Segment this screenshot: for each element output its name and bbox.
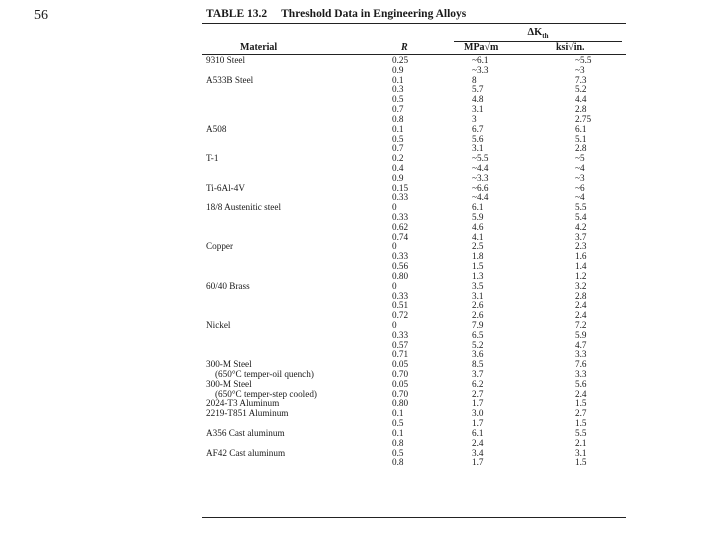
table-number: TABLE 13.2 <box>206 8 268 20</box>
mpa-cell: 3.5 <box>472 280 484 291</box>
material-cell: 300-M Steel <box>206 378 252 389</box>
material-cell: T-1 <box>206 153 219 164</box>
ksi-cell: 4.7 <box>575 339 587 350</box>
ksi-cell: 5.2 <box>575 84 587 95</box>
ksi-cell: 4.2 <box>575 221 587 232</box>
table-row <box>202 66 626 76</box>
table-row <box>202 85 626 95</box>
ksi-cell: ~4 <box>575 192 585 203</box>
bottom-rule <box>202 517 626 518</box>
table-row <box>202 272 626 282</box>
material-cell: A508 <box>206 123 227 134</box>
material-cell: A533B Steel <box>206 74 254 85</box>
mpa-cell: 8.5 <box>472 359 484 370</box>
mpa-cell: 6.7 <box>472 123 484 134</box>
ksi-cell: 3.3 <box>575 369 587 379</box>
r-cell: 0.57 <box>392 339 409 350</box>
mpa-cell: ~3.3 <box>472 172 489 183</box>
ksi-cell: 1.5 <box>575 457 587 468</box>
table-row <box>202 76 626 86</box>
ksi-cell: 2.4 <box>575 300 587 311</box>
table-row <box>202 301 626 311</box>
r-cell: 0.8 <box>392 457 404 468</box>
table-row <box>202 242 626 252</box>
r-cell: 0.33 <box>392 192 409 203</box>
mpa-cell: 3 <box>472 113 477 124</box>
ksi-cell: 1.5 <box>575 398 587 409</box>
mpa-cell: ~3.3 <box>472 64 489 75</box>
ksi-cell: ~5 <box>575 153 585 164</box>
material-cell: Nickel <box>206 319 231 330</box>
mpa-cell: 3.6 <box>472 349 484 360</box>
ksi-cell: 7.6 <box>575 359 587 370</box>
r-cell: 0 <box>392 241 397 252</box>
table-row <box>202 184 626 194</box>
ksi-cell: 2.4 <box>575 310 587 321</box>
ksi-cell: 1.2 <box>575 270 587 281</box>
material-cell: (650°C temper-step cooled) <box>215 388 317 399</box>
material-cell: 60/40 Brass <box>206 280 250 291</box>
r-cell: 0.1 <box>392 427 404 438</box>
r-cell: 0.70 <box>392 388 409 399</box>
mpa-cell: 7.9 <box>472 319 484 330</box>
mpa-cell: ~5.5 <box>472 153 489 164</box>
table-title: Threshold Data in Engineering Alloys <box>281 8 467 20</box>
table-row <box>202 311 626 321</box>
material-column-header: Material <box>240 42 278 53</box>
mpa-cell: ~4.4 <box>472 192 489 203</box>
r-cell: 0.33 <box>392 329 409 340</box>
ksi-cell: 4.4 <box>575 94 587 105</box>
table-row <box>202 95 626 105</box>
ksi-cell: 2.7 <box>575 408 587 419</box>
mpa-cell: 4.1 <box>472 231 484 242</box>
material-cell: 2219-T851 Aluminum <box>206 408 289 419</box>
r-cell: 0.33 <box>392 290 409 301</box>
r-cell: 0.05 <box>392 359 409 370</box>
table-row <box>202 223 626 233</box>
mpa-cell: 1.7 <box>472 457 484 468</box>
r-cell: 0.5 <box>392 94 404 105</box>
mpa-cell: 1.5 <box>472 261 484 272</box>
mpa-cell: 1.7 <box>472 398 484 409</box>
r-cell: 0 <box>392 319 397 330</box>
ksi-cell: 5.5 <box>575 427 587 438</box>
mpa-cell: 1.3 <box>472 270 484 281</box>
material-cell: Copper <box>206 241 234 252</box>
header-rule <box>202 54 626 55</box>
r-cell: 0.7 <box>392 104 404 115</box>
r-cell: 0.1 <box>392 74 404 85</box>
ksi-cell: 5.9 <box>575 329 587 340</box>
mpa-cell: 1.8 <box>472 251 484 262</box>
mpa-cell: 4.8 <box>472 94 484 105</box>
mpa-cell: 2.5 <box>472 241 484 252</box>
mpa-cell: 5.2 <box>472 339 484 350</box>
r-cell: 0.74 <box>392 231 409 242</box>
table-row <box>202 105 626 115</box>
r-cell: 0.8 <box>392 113 404 124</box>
page-number: 56 <box>34 8 48 23</box>
table-row <box>202 262 626 272</box>
mpa-cell: 8 <box>472 74 477 85</box>
mpa-cell: 2.6 <box>472 310 484 321</box>
table-row <box>202 282 626 292</box>
table-body <box>202 56 626 468</box>
mpa-cell: 2.6 <box>472 300 484 311</box>
r-cell: 0.9 <box>392 64 404 75</box>
mpa-cell: 3.1 <box>472 104 484 115</box>
ksi-cell: ~3 <box>575 64 585 75</box>
table-row <box>202 370 626 380</box>
material-cell: Ti-6Al-4V <box>206 182 245 193</box>
r-cell: 0.5 <box>392 133 404 144</box>
ksi-cell: ~3 <box>575 172 585 183</box>
table-row <box>202 203 626 213</box>
r-cell: 0.62 <box>392 221 409 232</box>
ksi-cell: ~5.5 <box>575 55 592 65</box>
ksi-cell: ~4 <box>575 162 585 173</box>
mpa-cell: 5.6 <box>472 133 484 144</box>
table-caption <box>206 8 466 20</box>
r-cell: 0.25 <box>392 55 409 65</box>
r-cell: 0.4 <box>392 162 404 173</box>
mpa-cell: 3.4 <box>472 447 484 458</box>
ksi-cell: 2.4 <box>575 388 587 399</box>
table-row <box>202 174 626 184</box>
mpa-cell: 6.5 <box>472 329 484 340</box>
r-cell: 0.1 <box>392 408 404 419</box>
ksi-cell: 7.3 <box>575 74 587 85</box>
mpa-cell: 6.1 <box>472 202 484 213</box>
r-cell: 0.9 <box>392 172 404 183</box>
ksi-cell: 5.6 <box>575 378 587 389</box>
table-row <box>202 252 626 262</box>
table-row <box>202 233 626 243</box>
table-row <box>202 341 626 351</box>
r-cell: 0.05 <box>392 378 409 389</box>
table-row <box>202 213 626 223</box>
ksi-cell: ~6 <box>575 182 585 193</box>
r-cell: 0.80 <box>392 398 409 409</box>
r-cell: 0.5 <box>392 418 404 429</box>
mpa-cell: 5.7 <box>472 84 484 95</box>
r-cell: 0.15 <box>392 182 409 193</box>
material-cell: AF42 Cast aluminum <box>206 447 286 458</box>
mpa-cell: 6.1 <box>472 427 484 438</box>
r-cell: 0.2 <box>392 153 404 164</box>
ksi-column-header: ksi√in. <box>556 42 585 53</box>
table-scan <box>202 6 626 518</box>
ksi-cell: 5.5 <box>575 202 587 213</box>
material-cell: A356 Cast aluminum <box>206 427 285 438</box>
material-cell: 18/8 Austenitic steel <box>206 202 282 213</box>
ksi-cell: 2.8 <box>575 104 587 115</box>
r-cell: 0.80 <box>392 270 409 281</box>
mpa-cell: 2.4 <box>472 437 484 448</box>
r-cell: 0.33 <box>392 251 409 262</box>
r-cell: 0 <box>392 280 397 291</box>
mpa-cell: 3.1 <box>472 143 484 154</box>
table-row <box>202 135 626 145</box>
ksi-cell: 3.3 <box>575 349 587 360</box>
table-row <box>202 56 626 66</box>
delta-k-subscript: th <box>542 32 549 41</box>
ksi-cell: 1.4 <box>575 261 587 272</box>
r-cell: 0.71 <box>392 349 409 360</box>
mpa-cell: 6.2 <box>472 378 484 389</box>
material-cell: 2024-T3 Aluminum <box>206 398 280 409</box>
table-row <box>202 115 626 125</box>
mpa-cell: 1.7 <box>472 418 484 429</box>
mpa-cell: ~6.1 <box>472 55 489 65</box>
table-row <box>202 331 626 341</box>
mpa-column-header: MPa√m <box>464 42 499 53</box>
table-row <box>202 458 626 468</box>
ksi-cell: 2.3 <box>575 241 587 252</box>
ksi-cell: 3.2 <box>575 280 587 291</box>
ksi-cell: 1.5 <box>575 418 587 429</box>
ksi-cell: 2.8 <box>575 290 587 301</box>
table-row <box>202 429 626 439</box>
ksi-cell: 7.2 <box>575 319 587 330</box>
table-row <box>202 321 626 331</box>
mpa-cell: ~4.4 <box>472 162 489 173</box>
r-cell: 0.7 <box>392 143 404 154</box>
r-column-header: R <box>401 42 408 53</box>
r-cell: 0.56 <box>392 261 409 272</box>
table-row <box>202 154 626 164</box>
delta-k-label: ΔK <box>527 27 543 38</box>
material-cell: (650°C temper-oil quench) <box>215 369 314 379</box>
table-row <box>202 125 626 135</box>
ksi-cell: 5.4 <box>575 212 587 222</box>
ksi-cell: 2.75 <box>575 113 592 124</box>
ksi-cell: 3.7 <box>575 231 587 242</box>
r-cell: 0.72 <box>392 310 409 321</box>
material-cell: 300-M Steel <box>206 359 252 370</box>
material-cell: 9310 Steel <box>206 55 246 65</box>
table-row <box>202 350 626 360</box>
r-cell: 0.5 <box>392 447 404 458</box>
ksi-cell: 6.1 <box>575 123 587 134</box>
delta-k-group-header <box>454 27 622 40</box>
mpa-cell: 4.6 <box>472 221 484 232</box>
top-rule <box>202 23 626 24</box>
r-cell: 0.51 <box>392 300 409 311</box>
r-cell: 0.3 <box>392 84 404 95</box>
r-cell: 0.8 <box>392 437 404 448</box>
r-cell: 0.33 <box>392 212 409 222</box>
table-row <box>202 292 626 302</box>
mpa-cell: 3.1 <box>472 290 484 301</box>
table-row <box>202 409 626 419</box>
mpa-cell: 5.9 <box>472 212 484 222</box>
table-row <box>202 144 626 154</box>
mpa-cell: 2.7 <box>472 388 484 399</box>
ksi-cell: 3.1 <box>575 447 587 458</box>
r-cell: 0.1 <box>392 123 404 134</box>
r-cell: 0 <box>392 202 397 213</box>
ksi-cell: 1.6 <box>575 251 587 262</box>
mpa-cell: ~6.6 <box>472 182 489 193</box>
ksi-cell: 5.1 <box>575 133 587 144</box>
mpa-cell: 3.7 <box>472 369 484 379</box>
ksi-cell: 2.1 <box>575 437 587 448</box>
table-row <box>202 449 626 459</box>
mpa-cell: 3.0 <box>472 408 484 419</box>
ksi-cell: 2.8 <box>575 143 587 154</box>
r-cell: 0.70 <box>392 369 409 379</box>
table-row <box>202 164 626 174</box>
